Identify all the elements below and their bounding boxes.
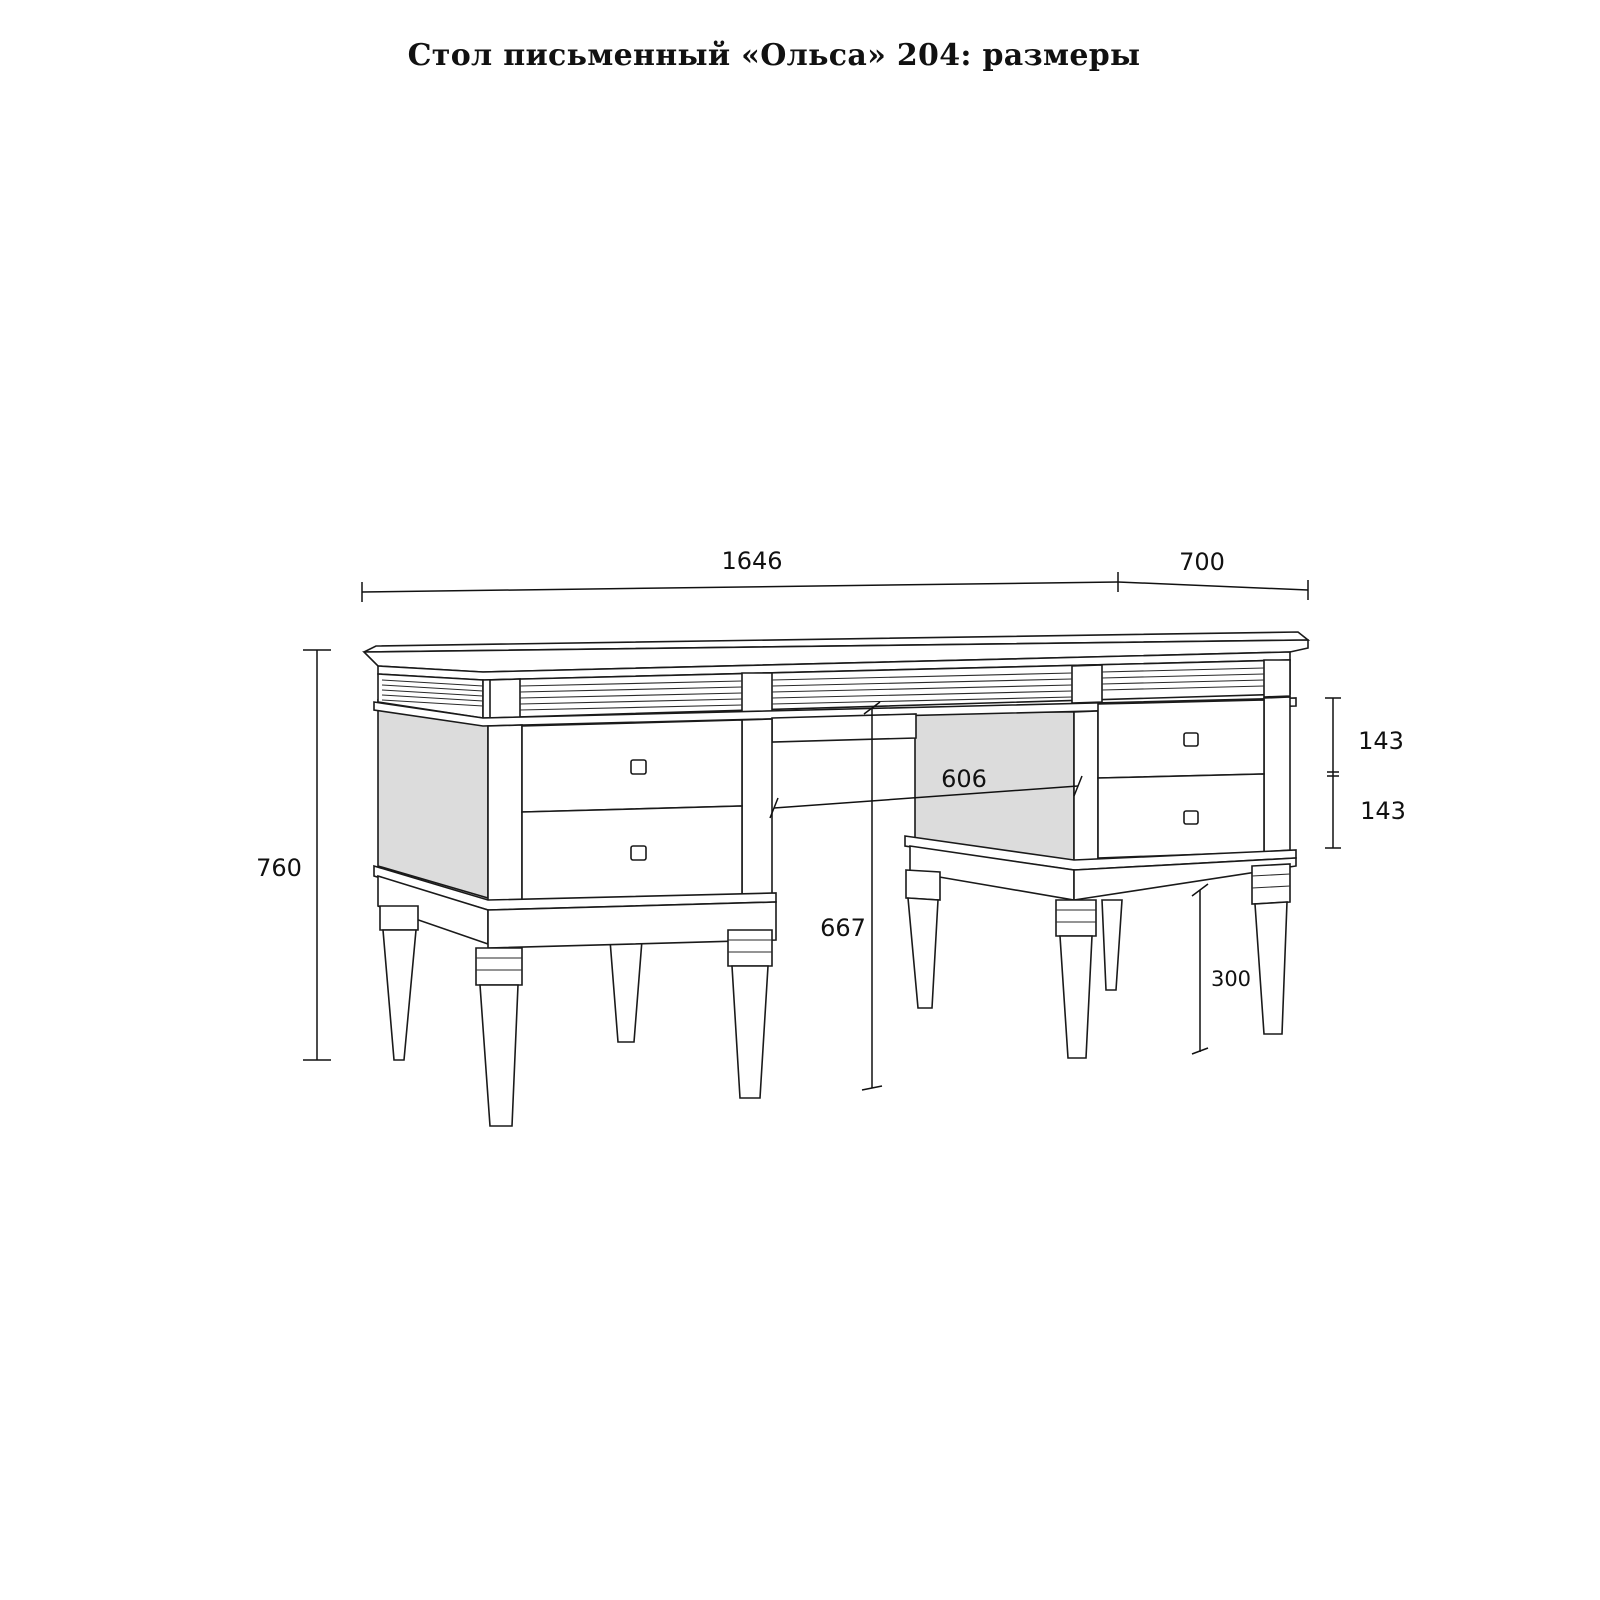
back-right-leg [1102, 900, 1122, 990]
drawer-handle-icon [1184, 811, 1198, 824]
dimension-label-leg-clearance: 300 [1210, 967, 1252, 991]
drawer-handle-icon [1184, 733, 1198, 746]
dimension-label-depth: 700 [1179, 548, 1225, 576]
right-drawer-top [1098, 700, 1264, 778]
left-pedestal-side [378, 700, 488, 898]
dimension-label-knee-height: 667 [820, 914, 866, 942]
back-left-leg [610, 940, 642, 1042]
dimension-label-width: 1646 [721, 547, 783, 575]
page-title: Стол письменный «Ольса» 204: размеры [407, 38, 1141, 73]
center-drawer-strip [772, 714, 916, 742]
desk [364, 632, 1308, 1126]
drawer-handle-icon [631, 846, 646, 860]
left-drawer-top [522, 720, 742, 812]
dimension-label-height: 760 [256, 854, 302, 882]
dimension-label-drawer-bottom: 143 [1360, 797, 1406, 825]
dimension-label-knee-width: 606 [941, 765, 987, 793]
dimension-label-drawer-top: 143 [1358, 727, 1404, 755]
drawer-handle-icon [631, 760, 646, 774]
right-drawer-bottom [1098, 774, 1264, 858]
left-drawer-bottom [522, 806, 742, 904]
